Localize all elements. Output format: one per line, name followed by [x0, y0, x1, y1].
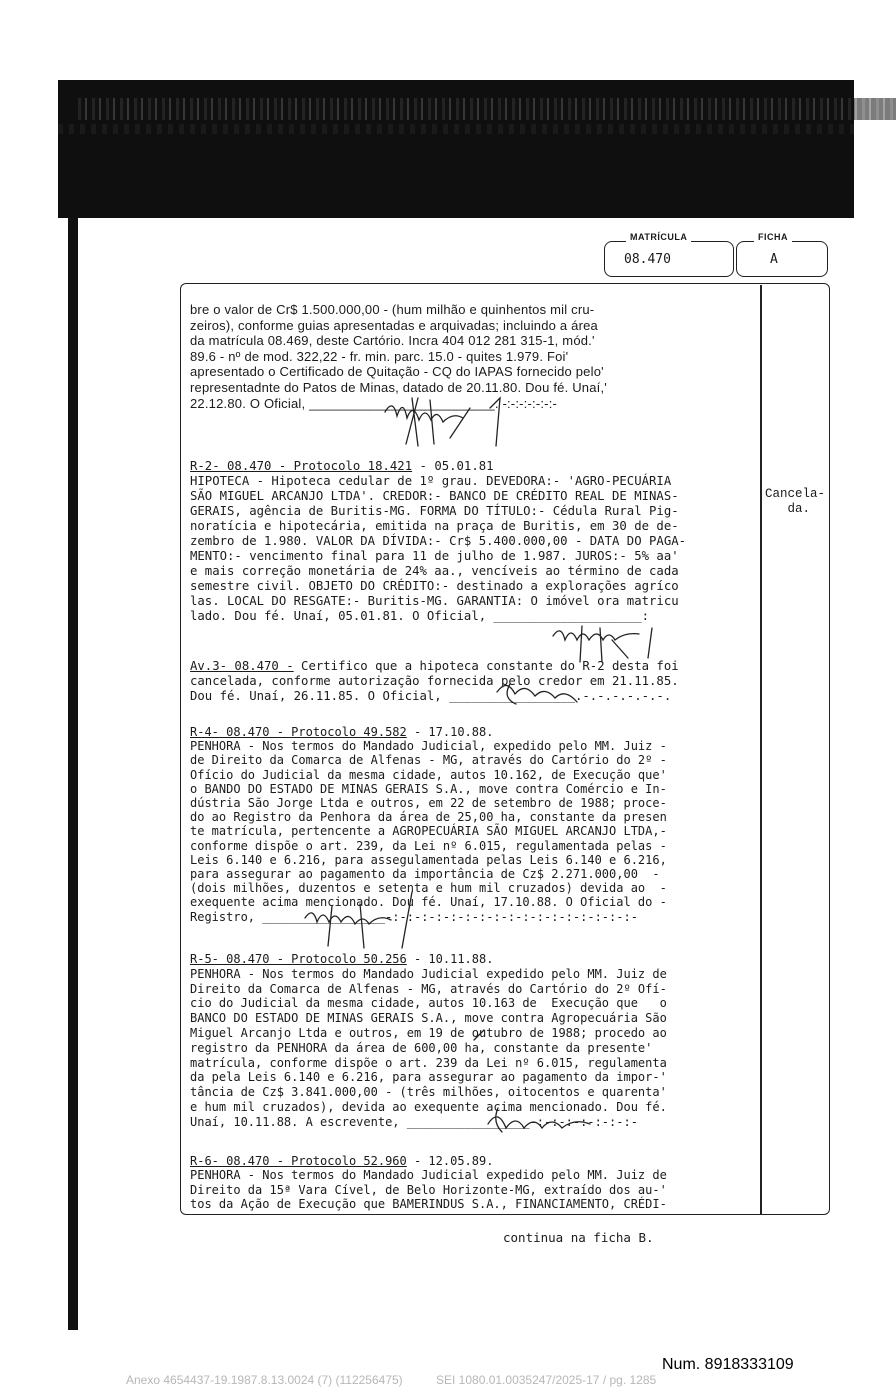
entry-r6: [190, 1154, 762, 1212]
entry-heading: R-5- 08.470 - Protocolo 50.256: [190, 952, 407, 966]
entry-heading: R-4- 08.470 - Protocolo 49.582: [190, 725, 407, 739]
entry-date: - 10.11.88.: [406, 952, 494, 966]
ficha-value: A: [770, 252, 778, 267]
margin-note-cancelada: Cancela- da.: [765, 486, 826, 516]
entry-body: HIPOTECA - Hipoteca cedular de 1º grau. DEVEDORA:- 'AGRO-PECUÁRIA SÃO MIGUEL ARCANJO LTDA'. CREDOR:- BANCO DE CRÉDITO REAL DE MINAS- GERAIS, agência de Buritis-MG. FORMA DO TÍTULO:- Cédula Rural Pig- noratícia e hipotecária, emitida na praça de Buritis, em 30 de de- zembro de 1.980. VALOR DA DÍVIDA:- Cr$ 5.400.000,00 - DATA DO PAGA- MENTO:- vencimento final para 11 de julho de 1.987. JUROS:- 5% aa' e mais correção monetária de 24% aa., vencíveis ao término de cada semestre civil. OBJETO DO CRÉDITO:- destinado a explorações agríco las. LOCAL DO RESGATE:- Buritis-MG. GARANTIA: O imóvel ora matricu lado. Dou fé. Unaí, 05.01.81. O Oficial, ____________________:: [190, 474, 687, 623]
scan-noise: [58, 124, 854, 134]
entry-r2: [190, 459, 762, 624]
scan-noise: [78, 98, 896, 120]
entry-heading: Av.3- 08.470 -: [190, 659, 294, 673]
matricula-value: 08.470: [624, 252, 671, 267]
continuation-note: continua na ficha B.: [503, 1230, 654, 1245]
entry-r4: [190, 725, 762, 924]
entry-heading: R-2- 08.470 - Protocolo 18.421: [190, 459, 413, 473]
entry-continuation: bre o valor de Cr$ 1.500.000,00 - (hum milhão e quinhentos mil cru- zeiros), conforme guias apresentadas e arquivadas; incluindo a área da matrícula 08.469, deste Cartório. Incra 404 012 281 315-1, mód.' 89.6 - nº de mod. 322,22 - fr. min. parc. 15.0 - quites 1.979. Foi' apresentado o Certificado de Quitação - CQ do IAPAS fornecido pelo' representadnte do Patos de Minas, datado de 20.11.80. Dou fé. Unaí,' 22.12.80. O Oficial, _________________________. -:-:-:-:-:-:-: [190, 302, 607, 411]
entry-heading: R-6- 08.470 - Protocolo 52.960: [190, 1154, 407, 1168]
document-number: Num. 8918333109: [662, 1356, 794, 1373]
matricula-label: MATRÍCULA: [626, 232, 691, 242]
entry-r5: [190, 952, 762, 1130]
entry-date: - 17.10.88.: [406, 725, 494, 739]
entry-date: - 05.01.81: [412, 459, 494, 473]
scanned-header-band: [58, 80, 854, 218]
footer-reference: Anexo 4654437-19.1987.8.13.0024 (7) (112256475) SEI 1080.01.0035247/2025-17 / pg. 1285: [126, 1373, 657, 1387]
ficha-label: FICHA: [754, 232, 792, 242]
scan-left-edge: [68, 218, 78, 1330]
entry-body: PENHORA - Nos termos do Mandado Judicial expedido pelo MM. Juiz de Direito da 15ª Vara Cível, de Belo Horizonte-MG, extraído dos au-' tos da Ação de Execução que BAMERINDUS S.A., FINANCIAMENTO, CRÉDI-: [190, 1168, 667, 1212]
entry-body: Certifico que a hipoteca constante do R-2 desta foi cancelada, conforme autorização fornecida pelo credor em 21.11.85. Dou fé. Unaí, 26.11.85. O Oficial, _________________.-.-.-.-.-.-.: [190, 659, 679, 703]
ficha-box: [736, 241, 828, 277]
entry-body: PENHORA - Nos termos do Mandado Judicial expedido pelo MM. Juiz de Direito da Comarca de Alfenas - MG, através do Cartório do 2º Ofí- cio do Judicial da mesma cidade, autos 10.163 de Execução que o BANCO DO ESTADO DE MINAS GERAIS S.A., move contra Agropecuária São Miguel Arcanjo Ltda e outros, em 19 de outubro de 1988; procedo ao registro da PENHORA da área de 600,00 ha, constante da presente' matrícula, conforme dispõe o art. 239 da Lei nº 6.015, regulamenta da pela Leis 6.140 e 6.216, para assegurar ao pagamento da impor-' tância de Cz$ 3.841.000,00 - (três milhões, oitocentos e quarenta' e hum mil cruzados), devida ao exequente acima mencionado. Dou fé. Unaí, 10.11.88. A escrevente, _________________-:-:-:-:-:-:-:-: [190, 966, 667, 1129]
entry-av3: [190, 659, 762, 704]
entry-body: PENHORA - Nos termos do Mandado Judicial, expedido pelo MM. Juiz - de Direito da Comarca de Alfenas - MG, através do Cartório do 2º - Ofício do Judicial da mesma cidade, autos 10.162, de Execução que' o BANDO DO ESTADO DE MINAS GERAIS S.A., move contra Comércio e In- dústria São Jorge Ltda e outros, em 22 de setembro de 1988; proce- do ao Registro da Penhora da área de 25,00 ha, constante da presen te matrícula, pertencente a AGROPECUÁRIA SÃO MIGUEL ARCANJO LTDA,- conforme dispõe o art. 239, da Lei nº 6.015, regulamentada pelas - Leis 6.140 e 6.216, para assegulamentada pelas Leis 6.140 e 6.216, para assegurar ao pagamento da importância de Cz$ 2.271.000,00 - (dois milhões, duzentos e setenta e hum mil cruzados) devida ao - exequente acima mencionado. Dou fé. Unaí, 17.10.88. O Oficial do - Registro, _________________-:-:-:-:-:-:-:-:-:-:-:-:-:-:-:-:-:-: [190, 739, 667, 924]
entry-date: - 12.05.89.: [406, 1154, 494, 1168]
